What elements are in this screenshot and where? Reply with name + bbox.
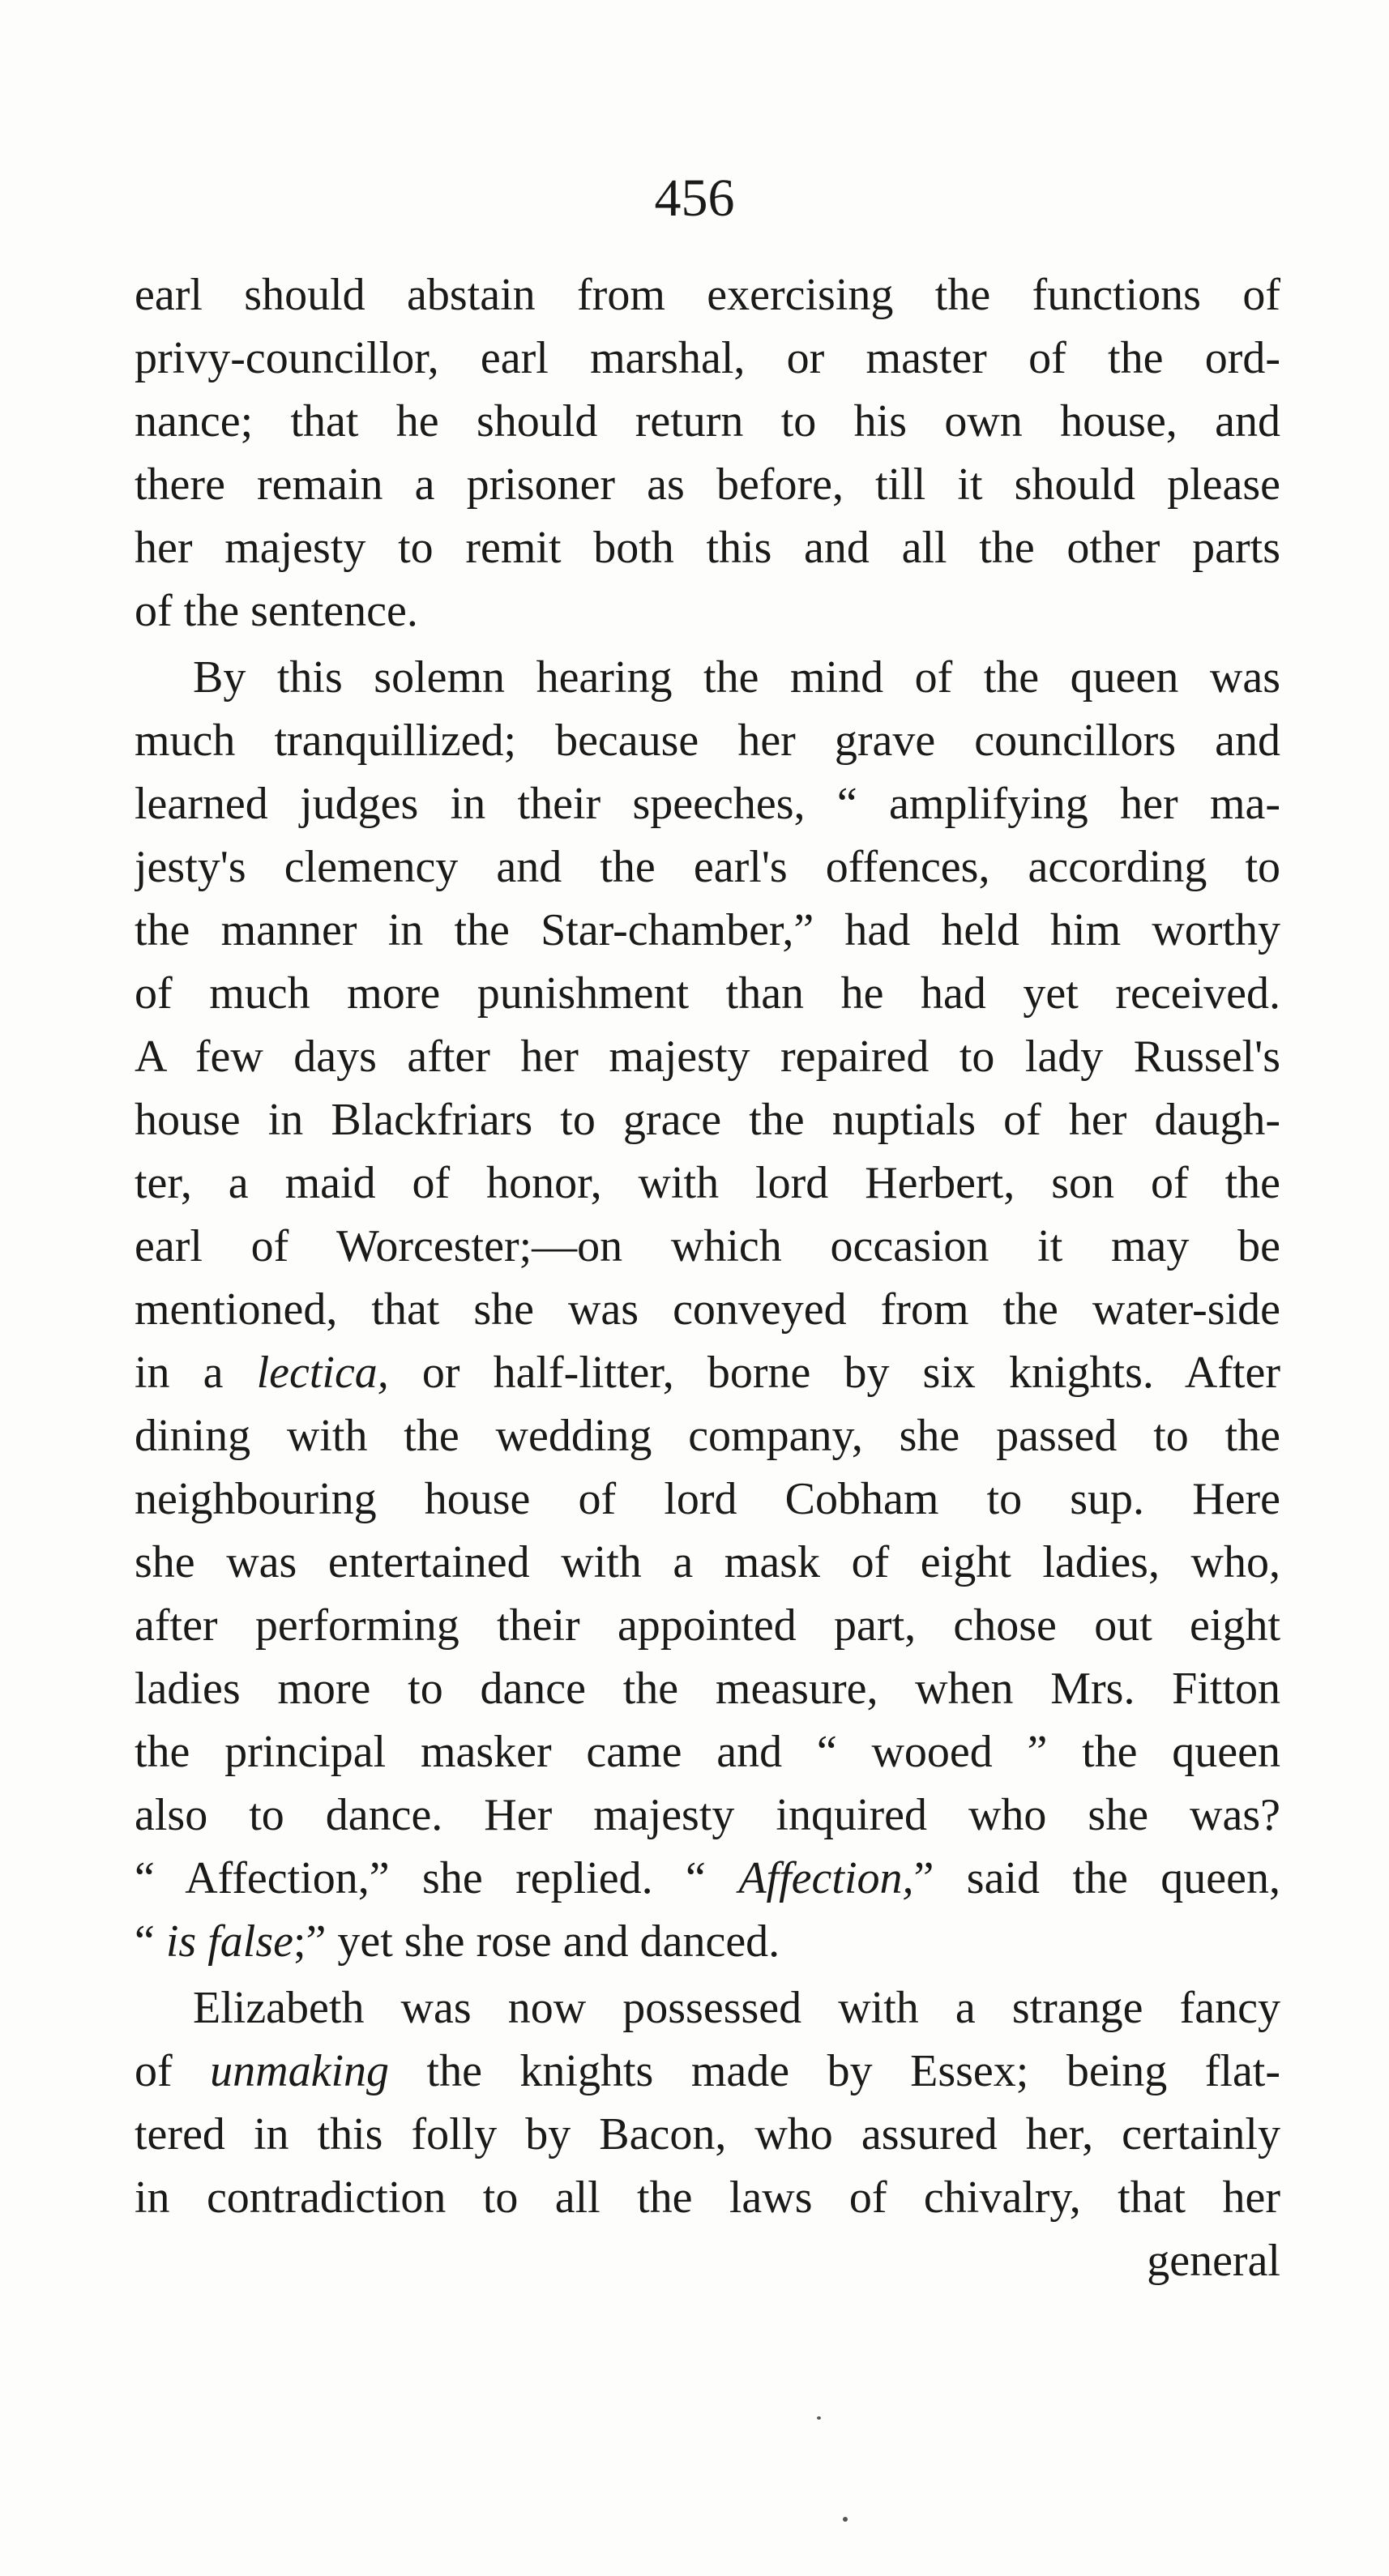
text-segment: earl of Worcester;—on which occasion it may be	[135, 1221, 1280, 1271]
text-line	[135, 1720, 1280, 1784]
text-segment: house in Blackfriars to grace the nuptials of her daugh-	[135, 1095, 1280, 1145]
text-line	[135, 453, 1280, 516]
text-line	[135, 1594, 1280, 1657]
text-segment: of the sentence.	[135, 586, 418, 636]
italic-segment: unmaking	[210, 2046, 390, 2096]
italic-segment: is false	[165, 1916, 293, 1967]
text-line	[135, 1215, 1280, 1278]
text-segment: of	[135, 2046, 211, 2096]
text-segment: earl should abstain from exercising the functions of	[135, 270, 1280, 320]
text-segment: in contradiction to all the laws of chivalry, that her	[135, 2172, 1280, 2223]
text-line	[135, 2166, 1280, 2229]
text-line	[135, 1025, 1280, 1088]
text-line	[135, 1657, 1280, 1720]
text-line	[135, 1784, 1280, 1847]
text-segment: of much more punishment than he had yet received.	[135, 968, 1280, 1019]
text-segment: A few days after her majesty repaired to lady Russel's	[135, 1032, 1280, 1082]
text-line	[135, 579, 1280, 643]
text-segment: the principal masker came and “ wooed ” the queen	[135, 1727, 1280, 1777]
text-line	[135, 390, 1280, 453]
text-line	[135, 1467, 1280, 1531]
text-segment: also to dance. Her majesty inquired who she was?	[135, 1790, 1280, 1840]
text-segment: learned judges in their speeches, “ amplifying her ma-	[135, 779, 1280, 829]
text-segment: ter, a maid of honor, with lord Herbert, son of the	[135, 1158, 1280, 1208]
page-number: 456	[654, 169, 735, 228]
text-line	[135, 962, 1280, 1025]
text-line	[135, 772, 1280, 835]
text-segment: dining with the wedding company, she passed to the	[135, 1411, 1280, 1461]
text-line	[135, 709, 1280, 772]
text-line	[135, 1151, 1280, 1215]
text-line	[135, 516, 1280, 579]
text-line	[135, 1341, 1280, 1404]
text-line	[135, 1910, 1280, 1973]
text-segment: ;” yet she rose and danced.	[293, 1916, 780, 1967]
text-line	[135, 1404, 1280, 1467]
text-segment: Elizabeth was now possessed with a strange fancy	[193, 1983, 1280, 2033]
text-segment: she was entertained with a mask of eight ladies, who,	[135, 1537, 1280, 1587]
text-segment: “	[135, 1916, 166, 1967]
text-segment: or half-litter, borne by six knights. After	[388, 1348, 1280, 1398]
text-line	[135, 899, 1280, 962]
text-segment: the manner in the Star-chamber,” had held him worthy	[135, 905, 1280, 955]
text-segment: ladies more to dance the measure, when Mrs. Fitton	[135, 1664, 1280, 1714]
paper-speck	[843, 2517, 848, 2522]
text-segment: privy-councillor, earl marshal, or master of the ord-	[135, 333, 1280, 383]
text-line	[135, 2103, 1280, 2166]
text-segment: By this solemn hearing the mind of the queen was	[193, 652, 1280, 703]
paragraph-first-line	[135, 1976, 1280, 2040]
body-text	[135, 263, 1280, 2292]
text-segment: mentioned, that she was conveyed from the water-side	[135, 1284, 1280, 1335]
text-segment: neighbouring house of lord Cobham to sup. Here	[135, 1474, 1280, 1524]
italic-segment: Affection,	[738, 1853, 914, 1903]
italic-segment: lectica,	[256, 1348, 389, 1398]
text-segment: ” said the queen,	[913, 1853, 1280, 1903]
text-segment: there remain a prisoner as before, till it should please	[135, 459, 1280, 510]
text-line	[135, 327, 1280, 390]
catchword	[135, 2229, 1280, 2292]
catchword-text: general	[1147, 2236, 1280, 2286]
paragraph-first-line	[135, 646, 1280, 709]
text-line	[135, 1847, 1280, 1910]
text-segment: “ Affection,” she replied. “	[135, 1853, 739, 1903]
text-segment: in a	[135, 1348, 257, 1398]
text-segment: after performing their appointed part, chose out eight	[135, 1600, 1280, 1651]
text-line	[135, 1088, 1280, 1151]
text-segment: much tranquillized; because her grave councillors and	[135, 716, 1280, 766]
text-segment: tered in this folly by Bacon, who assured her, certainly	[135, 2109, 1280, 2159]
text-segment: the knights made by Essex; being flat-	[389, 2046, 1280, 2096]
text-segment: nance; that he should return to his own house, and	[135, 396, 1280, 446]
text-line	[135, 263, 1280, 327]
text-line	[135, 835, 1280, 899]
text-line	[135, 1531, 1280, 1594]
text-segment: jesty's clemency and the earl's offences, according to	[135, 842, 1280, 892]
text-line	[135, 2040, 1280, 2103]
paper-speck	[817, 2416, 821, 2420]
text-segment: her majesty to remit both this and all the other parts	[135, 523, 1280, 573]
text-line	[135, 1278, 1280, 1341]
